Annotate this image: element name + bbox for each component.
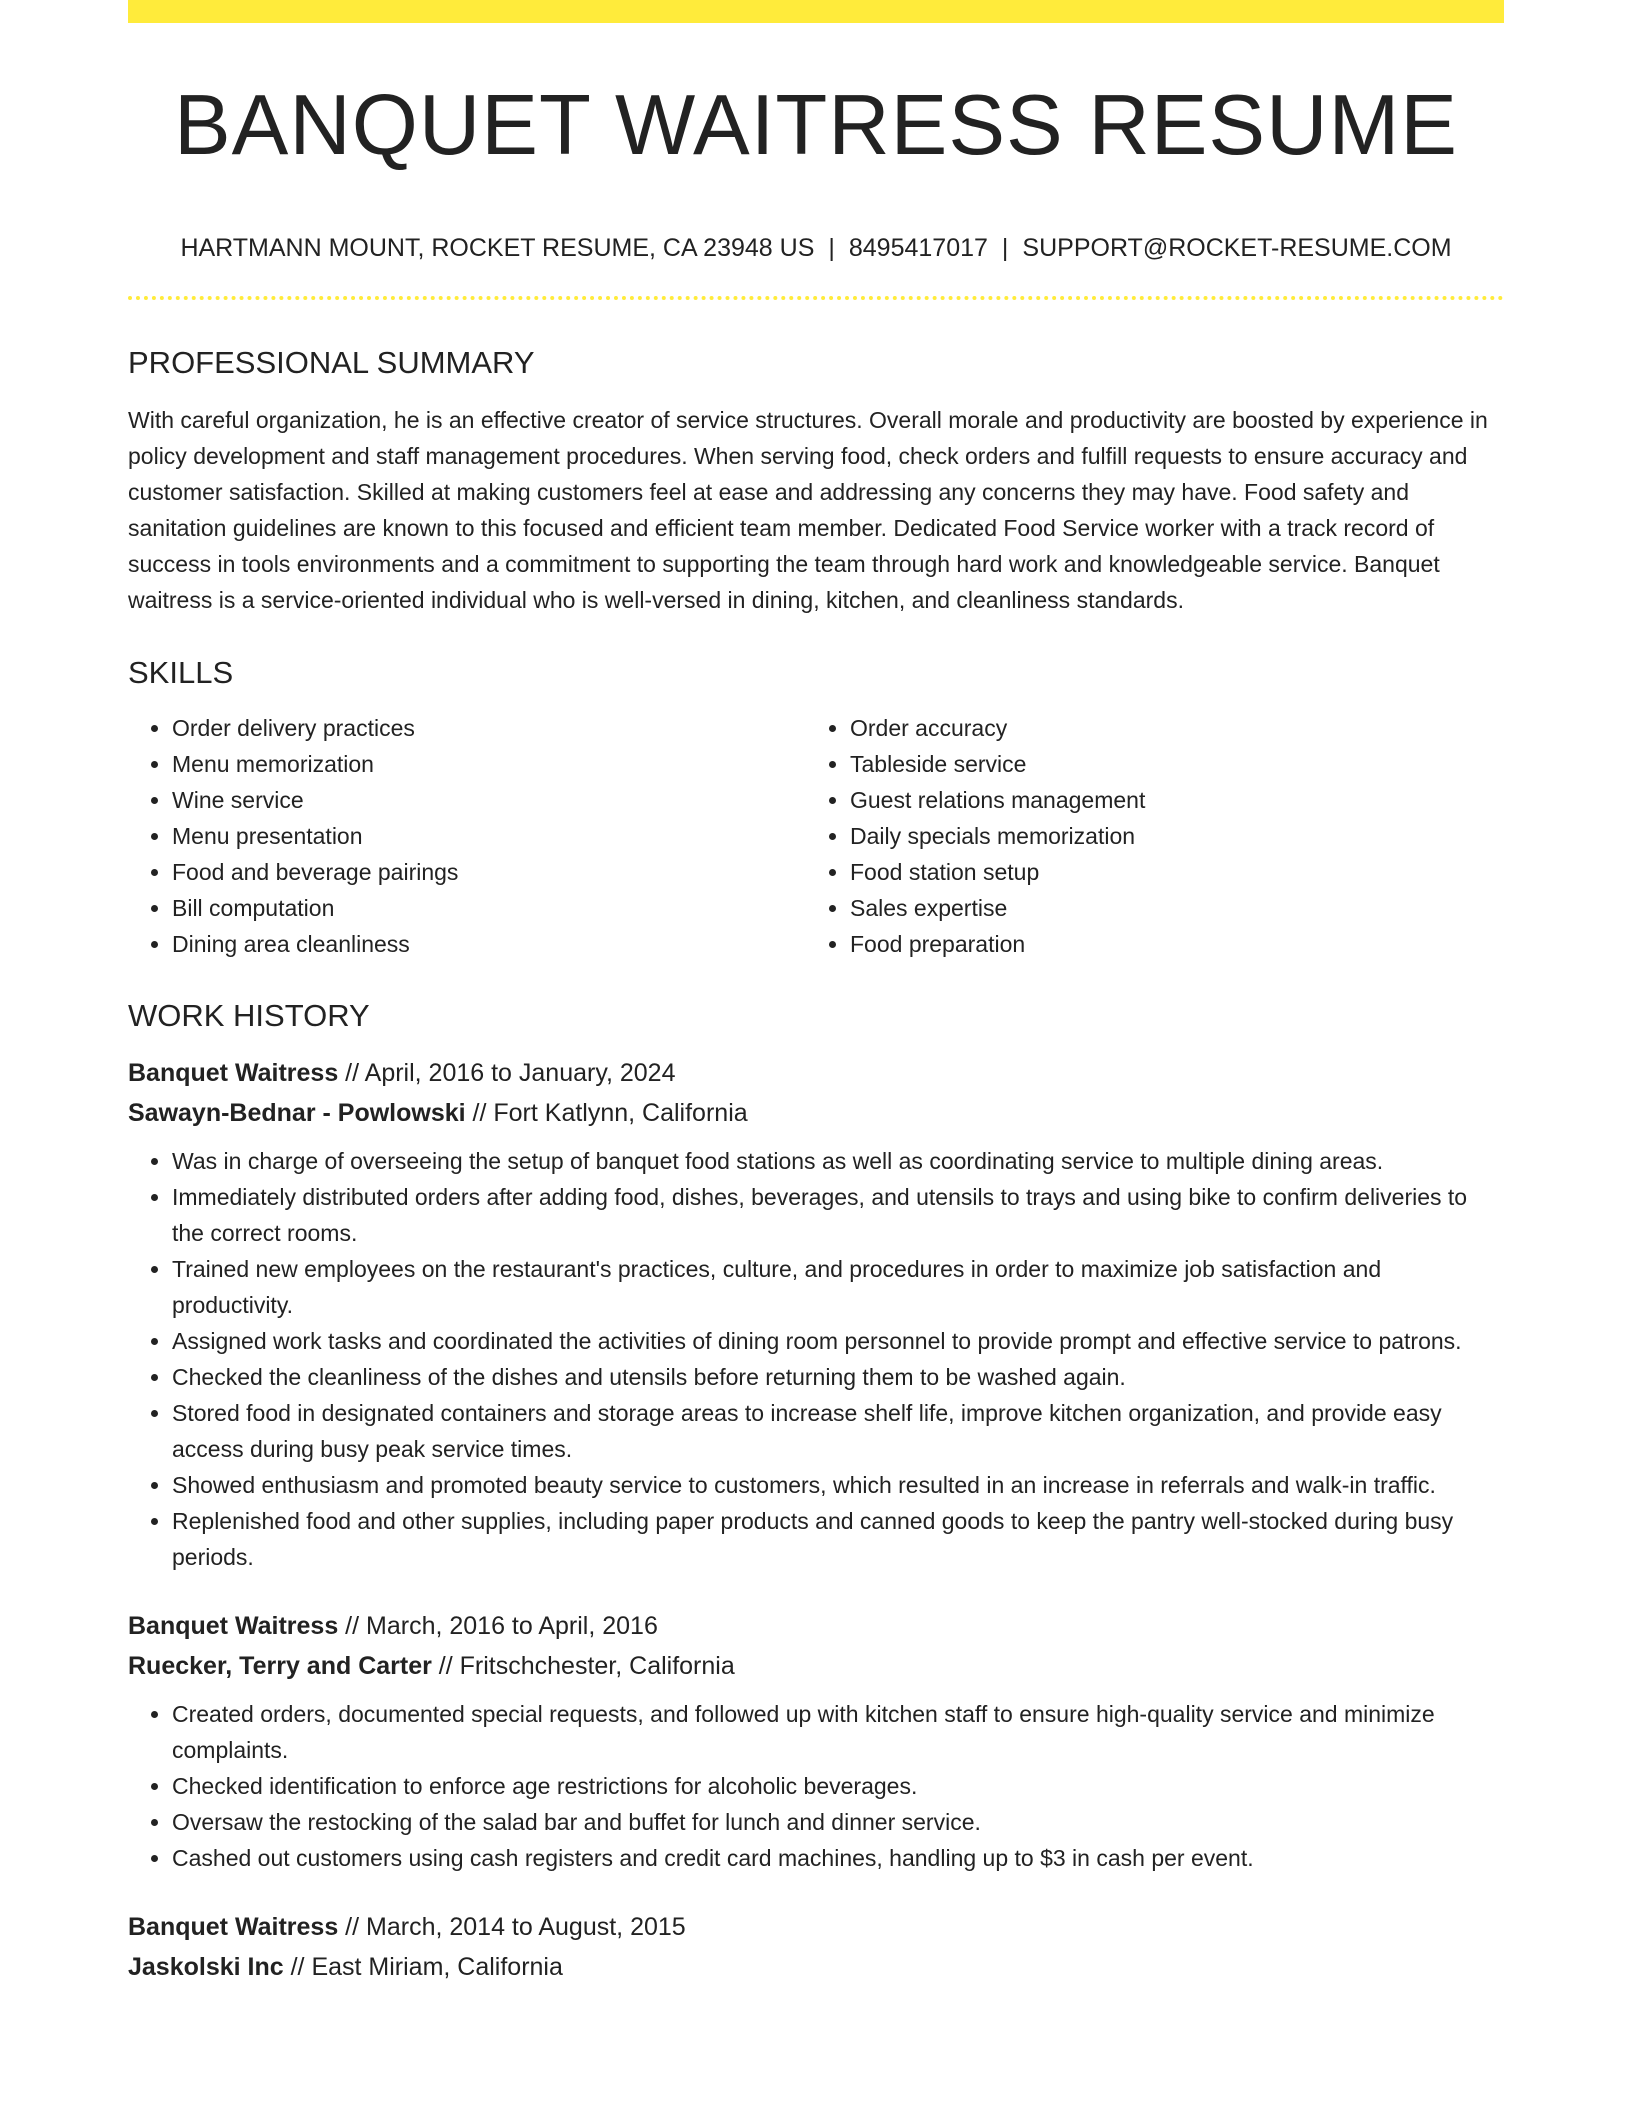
contact-phone: 8495417017: [848, 234, 988, 262]
skills-heading: SKILLS: [128, 655, 234, 690]
job-location: // Fort Katlynn, California: [465, 1099, 748, 1127]
duty-item: • Showed enthusiasm and promoted beauty service to customers, which resulted in an increase in referrals and walk-in traffic.: [172, 1467, 1504, 1503]
job-dates: // March, 2014 to August, 2015: [338, 1913, 686, 1941]
skill-item: • Food and beverage pairings: [172, 854, 806, 890]
skill-item: • Guest relations management: [850, 782, 1484, 818]
duty-item: • Created orders, documented special requests, and followed up with kitchen staff to ensure high-quality service and minimize complaints.: [172, 1696, 1504, 1768]
dotted-divider: [128, 296, 1504, 300]
job-company: Ruecker, Terry and Carter: [128, 1652, 432, 1680]
job-entry: [128, 1606, 1504, 1876]
resume-title: BANQUET WAITRESS RESUME: [173, 78, 1458, 173]
job-title-line: [128, 1606, 1504, 1646]
skills-column-left: [128, 710, 806, 962]
duty-item: • Replenished food and other supplies, including paper products and canned goods to keep the pantry well-stocked during busy periods.: [172, 1503, 1504, 1575]
job-location: // Fritschchester, California: [431, 1652, 735, 1680]
duty-item: • Assigned work tasks and coordinated the activities of dining room personnel to provide prompt and effective service to patrons.: [172, 1323, 1504, 1359]
skills-column-right: [806, 710, 1484, 962]
skill-item: • Tableside service: [850, 746, 1484, 782]
accent-top-bar: [128, 0, 1504, 23]
job-company-line: [128, 1093, 1504, 1133]
duty-item: • Cashed out customers using cash registers and credit card machines, handling up to $3 in cash per event.: [172, 1840, 1504, 1876]
job-dates: // March, 2016 to April, 2016: [338, 1612, 658, 1640]
work-history-heading: WORK HISTORY: [128, 998, 370, 1033]
job-company-line: [128, 1646, 1504, 1686]
job-duties: [128, 1696, 1504, 1876]
job-title: Banquet Waitress: [128, 1059, 339, 1087]
summary-heading: PROFESSIONAL SUMMARY: [128, 345, 535, 380]
skills-list: [128, 710, 1504, 962]
duty-item: • Stored food in designated containers and storage areas to increase shelf life, improve kitchen organization, and provide easy access during busy peak service times.: [172, 1395, 1504, 1467]
job-entry: [128, 1907, 1504, 1987]
duty-item: • Immediately distributed orders after adding food, dishes, beverages, and utensils to trays and using bike to confirm deliveries to the correct rooms.: [172, 1179, 1504, 1251]
skill-item: • Daily specials memorization: [850, 818, 1484, 854]
skill-item: • Menu presentation: [172, 818, 806, 854]
contact-line: [128, 236, 1504, 261]
skill-item: • Food preparation: [850, 926, 1484, 962]
skill-item: • Bill computation: [172, 890, 806, 926]
skill-item: • Wine service: [172, 782, 806, 818]
contact-email: SUPPORT@ROCKET-RESUME.COM: [1022, 234, 1452, 262]
contact-separator: |: [1001, 234, 1009, 262]
duty-item: • Trained new employees on the restaurant's practices, culture, and procedures in order to maximize job satisfaction and productivity.: [172, 1251, 1504, 1323]
skill-item: • Food station setup: [850, 854, 1484, 890]
job-company: Sawayn-Bednar - Powlowski: [128, 1099, 466, 1127]
skill-item: • Order delivery practices: [172, 710, 806, 746]
job-title-line: [128, 1053, 1504, 1093]
job-company-line: [128, 1947, 1504, 1987]
skill-item: • Order accuracy: [850, 710, 1484, 746]
job-dates: // April, 2016 to January, 2024: [338, 1059, 676, 1087]
duty-item: • Checked the cleanliness of the dishes and utensils before returning them to be washed again.: [172, 1359, 1504, 1395]
skill-item: • Sales expertise: [850, 890, 1484, 926]
contact-address: HARTMANN MOUNT, ROCKET RESUME, CA 23948 US: [180, 234, 815, 262]
job-title: Banquet Waitress: [128, 1612, 339, 1640]
duty-item: • Checked identification to enforce age restrictions for alcoholic beverages.: [172, 1768, 1504, 1804]
job-location: // East Miriam, California: [283, 1953, 563, 1981]
skill-item: • Dining area cleanliness: [172, 926, 806, 962]
skill-item: • Menu memorization: [172, 746, 806, 782]
contact-separator: |: [828, 234, 835, 262]
duty-item: • Was in charge of overseeing the setup of banquet food stations as well as coordinating service to multiple dining areas.: [172, 1143, 1504, 1179]
job-duties: [128, 1143, 1504, 1575]
job-entry: [128, 1053, 1504, 1575]
job-title: Banquet Waitress: [128, 1913, 339, 1941]
job-title-line: [128, 1907, 1504, 1947]
resume-page: [128, 0, 1504, 1987]
job-company: Jaskolski Inc: [128, 1953, 284, 1981]
duty-item: • Oversaw the restocking of the salad bar and buffet for lunch and dinner service.: [172, 1804, 1504, 1840]
summary-text: With careful organization, he is an effective creator of service structures. Overall morale and productivity are boosted by experience in policy development and staff management procedures. When serving food, check orders and fulfill requests to ensure accuracy and customer satisfaction. Skilled at making customers feel at ease and addressing any concerns they may have. Food safety and sanitation guidelines are known to this focused and efficient team member. Dedicated Food Service worker with a track record of success in tools environments and a commitment to supporting the team through hard work and knowledgeable service. Banquet waitress is a service-oriented individual who is well-versed in dining, kitchen, and cleanliness standards.: [128, 407, 1488, 613]
